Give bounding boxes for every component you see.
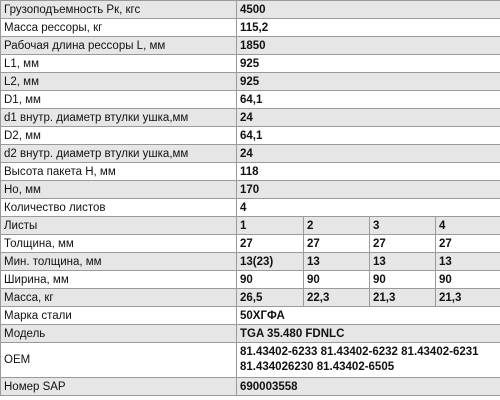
label-model: Модель bbox=[1, 325, 237, 343]
min-thickness-leaf-3: 13 bbox=[370, 253, 436, 271]
mass-leaf-3: 21,3 bbox=[370, 289, 436, 307]
value-load-capacity: 4500 bbox=[237, 1, 500, 19]
label-sap: Номер SAP bbox=[1, 378, 237, 396]
row-d2-inner bbox=[1, 145, 500, 163]
row-pack-height bbox=[1, 163, 500, 181]
thickness-leaf-4: 27 bbox=[436, 235, 500, 253]
label-steel: Марка стали bbox=[1, 307, 237, 325]
leaf-number-4: 4 bbox=[436, 217, 500, 235]
width-leaf-1: 90 bbox=[237, 271, 304, 289]
label-load-capacity: Грузоподъемность Pк, кгс bbox=[1, 1, 237, 19]
row-d1 bbox=[1, 91, 500, 109]
row-min-thickness bbox=[1, 253, 500, 271]
label-thickness: Толщина, мм bbox=[1, 235, 237, 253]
width-leaf-2: 90 bbox=[304, 271, 370, 289]
thickness-leaf-2: 27 bbox=[304, 235, 370, 253]
label-width: Ширина, мм bbox=[1, 271, 237, 289]
value-d2-inner: 24 bbox=[237, 145, 500, 163]
row-spring-mass bbox=[1, 19, 500, 37]
value-pack-height: 118 bbox=[237, 163, 500, 181]
row-ho bbox=[1, 181, 500, 199]
width-leaf-3: 90 bbox=[370, 271, 436, 289]
value-steel: 50ХГФА bbox=[237, 307, 500, 325]
value-working-length: 1850 bbox=[237, 37, 500, 55]
row-leaf-count bbox=[1, 199, 500, 217]
row-thickness bbox=[1, 235, 500, 253]
row-d2 bbox=[1, 127, 500, 145]
row-load-capacity bbox=[1, 1, 500, 19]
label-ho: Ho, мм bbox=[1, 181, 237, 199]
row-l1 bbox=[1, 55, 500, 73]
label-l2: L2, мм bbox=[1, 73, 237, 91]
label-leaves-header: Листы bbox=[1, 217, 237, 235]
thickness-leaf-1: 27 bbox=[237, 235, 304, 253]
value-d1-inner: 24 bbox=[237, 109, 500, 127]
mass-leaf-2: 22,3 bbox=[304, 289, 370, 307]
label-spring-mass: Масса рессоры, кг bbox=[1, 19, 237, 37]
leaf-number-1: 1 bbox=[237, 217, 304, 235]
mass-leaf-4: 21,3 bbox=[436, 289, 500, 307]
thickness-leaf-3: 27 bbox=[370, 235, 436, 253]
label-l1: L1, мм bbox=[1, 55, 237, 73]
row-l2 bbox=[1, 73, 500, 91]
label-oem: OEM bbox=[1, 343, 237, 378]
row-d1-inner bbox=[1, 109, 500, 127]
value-oem: 81.43402-6233 81.43402-6232 81.43402-6231 81.434026230 81.43402-6505 bbox=[237, 343, 500, 378]
min-thickness-leaf-4: 13 bbox=[436, 253, 500, 271]
leaf-number-3: 3 bbox=[370, 217, 436, 235]
width-leaf-4: 90 bbox=[436, 271, 500, 289]
label-d1-inner: d1 внутр. диаметр втулки ушка,мм bbox=[1, 109, 237, 127]
value-model: TGA 35.480 FDNLC bbox=[237, 325, 500, 343]
value-ho: 170 bbox=[237, 181, 500, 199]
label-working-length: Рабочая длина рессоры L, мм bbox=[1, 37, 237, 55]
value-spring-mass: 115,2 bbox=[237, 19, 500, 37]
row-model bbox=[1, 325, 500, 343]
label-d2-inner: d2 внутр. диаметр втулки ушка,мм bbox=[1, 145, 237, 163]
value-leaf-count: 4 bbox=[237, 199, 500, 217]
row-oem bbox=[1, 343, 500, 378]
label-d2: D2, мм bbox=[1, 127, 237, 145]
value-l2: 925 bbox=[237, 73, 500, 91]
row-mass bbox=[1, 289, 500, 307]
leaf-number-2: 2 bbox=[304, 217, 370, 235]
row-leaves-header bbox=[1, 217, 500, 235]
value-l1: 925 bbox=[237, 55, 500, 73]
row-working-length bbox=[1, 37, 500, 55]
value-d2: 64,1 bbox=[237, 127, 500, 145]
value-sap: 690003558 bbox=[237, 378, 500, 396]
row-width bbox=[1, 271, 500, 289]
value-d1: 64,1 bbox=[237, 91, 500, 109]
label-d1: D1, мм bbox=[1, 91, 237, 109]
min-thickness-leaf-2: 13 bbox=[304, 253, 370, 271]
min-thickness-leaf-1: 13(23) bbox=[237, 253, 304, 271]
label-mass: Масса, кг bbox=[1, 289, 237, 307]
label-leaf-count: Количество листов bbox=[1, 199, 237, 217]
mass-leaf-1: 26,5 bbox=[237, 289, 304, 307]
label-pack-height: Высота пакета H, мм bbox=[1, 163, 237, 181]
row-sap bbox=[1, 378, 500, 396]
row-steel bbox=[1, 307, 500, 325]
label-min-thickness: Мин. толщина, мм bbox=[1, 253, 237, 271]
